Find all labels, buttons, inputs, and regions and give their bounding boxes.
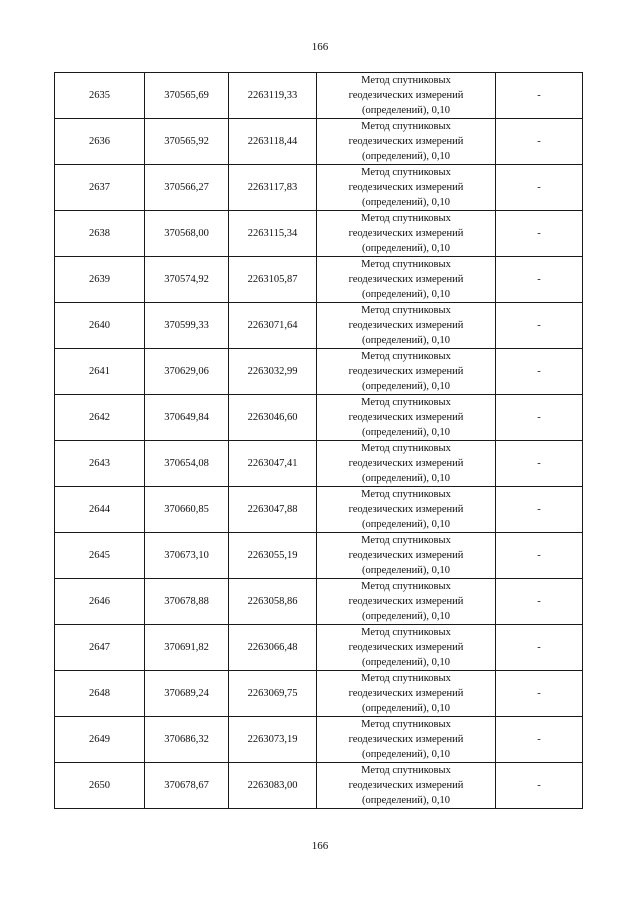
coordinate-x-cell: 370599,33 <box>145 303 229 349</box>
note-cell: - <box>496 763 583 809</box>
coordinate-y-cell: 2263058,86 <box>229 579 317 625</box>
point-number-cell: 2648 <box>55 671 145 717</box>
method-cell <box>317 579 496 625</box>
method-cell <box>317 73 496 119</box>
method-line: геодезических измерений <box>348 458 464 469</box>
method-line: (определений), 0,10 <box>361 519 451 530</box>
coordinate-y-cell: 2263047,41 <box>229 441 317 487</box>
method-cell <box>317 165 496 211</box>
coordinate-x-cell: 370568,00 <box>145 211 229 257</box>
method-cell <box>317 441 496 487</box>
note-cell: - <box>496 625 583 671</box>
method-line: геодезических измерений <box>348 228 464 239</box>
method-cell <box>317 625 496 671</box>
page-number-top: 166 <box>311 41 329 53</box>
table-row <box>55 73 583 119</box>
coordinates-table-body <box>55 73 583 809</box>
method-line: геодезических измерений <box>348 274 464 285</box>
coordinate-x-cell: 370565,69 <box>145 73 229 119</box>
note-cell: - <box>496 533 583 579</box>
point-number-cell: 2643 <box>55 441 145 487</box>
method-line: (определений), 0,10 <box>361 381 451 392</box>
method-cell <box>317 303 496 349</box>
point-number-cell: 2645 <box>55 533 145 579</box>
method-line: геодезических измерений <box>348 412 464 423</box>
note-cell: - <box>496 119 583 165</box>
point-number-cell: 2650 <box>55 763 145 809</box>
coordinate-x-cell: 370565,92 <box>145 119 229 165</box>
method-line: (определений), 0,10 <box>361 749 451 760</box>
coordinate-y-cell: 2263066,48 <box>229 625 317 671</box>
method-line: Метод спутниковых <box>361 443 451 454</box>
note-cell: - <box>496 73 583 119</box>
method-line: (определений), 0,10 <box>361 243 451 254</box>
coordinate-x-cell: 370574,92 <box>145 257 229 303</box>
method-line: Метод спутниковых <box>361 581 451 592</box>
method-line: геодезических измерений <box>348 550 464 561</box>
method-line: геодезических измерений <box>348 780 464 791</box>
point-number-cell: 2642 <box>55 395 145 441</box>
method-line: (определений), 0,10 <box>361 197 451 208</box>
method-line: Метод спутниковых <box>361 719 451 730</box>
note-cell: - <box>496 395 583 441</box>
method-line: геодезических измерений <box>348 642 464 653</box>
table-row <box>55 625 583 671</box>
method-line: геодезических измерений <box>348 320 464 331</box>
method-line: Метод спутниковых <box>361 259 451 270</box>
method-line: (определений), 0,10 <box>361 703 451 714</box>
point-number-cell: 2637 <box>55 165 145 211</box>
point-number-cell: 2647 <box>55 625 145 671</box>
method-line: (определений), 0,10 <box>361 289 451 300</box>
coordinate-y-cell: 2263117,83 <box>229 165 317 211</box>
method-line: геодезических измерений <box>348 504 464 515</box>
method-line: геодезических измерений <box>348 366 464 377</box>
method-line: (определений), 0,10 <box>361 565 451 576</box>
coordinate-x-cell: 370678,88 <box>145 579 229 625</box>
coordinate-y-cell: 2263105,87 <box>229 257 317 303</box>
coordinate-x-cell: 370629,06 <box>145 349 229 395</box>
method-line: Метод спутниковых <box>361 75 451 86</box>
table-row <box>55 119 583 165</box>
coordinate-x-cell: 370678,67 <box>145 763 229 809</box>
table-row <box>55 211 583 257</box>
method-line: Метод спутниковых <box>361 351 451 362</box>
coordinate-x-cell: 370686,32 <box>145 717 229 763</box>
method-line: (определений), 0,10 <box>361 151 451 162</box>
method-line: Метод спутниковых <box>361 535 451 546</box>
method-line: геодезических измерений <box>348 182 464 193</box>
method-line: Метод спутниковых <box>361 627 451 638</box>
table-row <box>55 349 583 395</box>
coordinate-x-cell: 370660,85 <box>145 487 229 533</box>
point-number-cell: 2639 <box>55 257 145 303</box>
note-cell: - <box>496 441 583 487</box>
coordinates-table <box>54 72 583 809</box>
coordinate-y-cell: 2263055,19 <box>229 533 317 579</box>
note-cell: - <box>496 257 583 303</box>
method-cell <box>317 763 496 809</box>
method-line: (определений), 0,10 <box>361 473 451 484</box>
method-line: геодезических измерений <box>348 596 464 607</box>
method-line: (определений), 0,10 <box>361 611 451 622</box>
coordinate-x-cell: 370689,24 <box>145 671 229 717</box>
coordinate-y-cell: 2263071,64 <box>229 303 317 349</box>
coordinate-y-cell: 2263115,34 <box>229 211 317 257</box>
method-cell <box>317 349 496 395</box>
method-line: (определений), 0,10 <box>361 795 451 806</box>
point-number-cell: 2635 <box>55 73 145 119</box>
coordinate-y-cell: 2263047,88 <box>229 487 317 533</box>
method-cell <box>317 211 496 257</box>
note-cell: - <box>496 717 583 763</box>
method-cell <box>317 487 496 533</box>
point-number-cell: 2644 <box>55 487 145 533</box>
method-line: Метод спутниковых <box>361 213 451 224</box>
method-line: геодезических измерений <box>348 90 464 101</box>
table-row <box>55 487 583 533</box>
coordinate-x-cell: 370691,82 <box>145 625 229 671</box>
note-cell: - <box>496 349 583 395</box>
method-line: Метод спутниковых <box>361 397 451 408</box>
method-line: (определений), 0,10 <box>361 335 451 346</box>
table-row <box>55 717 583 763</box>
method-cell <box>317 671 496 717</box>
method-line: Метод спутниковых <box>361 121 451 132</box>
table-row <box>55 395 583 441</box>
coordinate-x-cell: 370566,27 <box>145 165 229 211</box>
table-row <box>55 441 583 487</box>
note-cell: - <box>496 579 583 625</box>
coordinate-y-cell: 2263069,75 <box>229 671 317 717</box>
method-cell <box>317 533 496 579</box>
method-line: Метод спутниковых <box>361 673 451 684</box>
table-row <box>55 165 583 211</box>
coordinate-y-cell: 2263046,60 <box>229 395 317 441</box>
point-number-cell: 2649 <box>55 717 145 763</box>
point-number-cell: 2641 <box>55 349 145 395</box>
method-line: Метод спутниковых <box>361 489 451 500</box>
method-line: Метод спутниковых <box>361 305 451 316</box>
table-row <box>55 579 583 625</box>
method-line: Метод спутниковых <box>361 765 451 776</box>
table-row <box>55 257 583 303</box>
table-row <box>55 763 583 809</box>
coordinate-y-cell: 2263073,19 <box>229 717 317 763</box>
point-number-cell: 2640 <box>55 303 145 349</box>
note-cell: - <box>496 211 583 257</box>
coordinate-y-cell: 2263118,44 <box>229 119 317 165</box>
method-line: геодезических измерений <box>348 734 464 745</box>
method-line: геодезических измерений <box>348 136 464 147</box>
coordinate-y-cell: 2263032,99 <box>229 349 317 395</box>
method-line: Метод спутниковых <box>361 167 451 178</box>
note-cell: - <box>496 303 583 349</box>
method-cell <box>317 395 496 441</box>
coordinate-x-cell: 370654,08 <box>145 441 229 487</box>
point-number-cell: 2636 <box>55 119 145 165</box>
table-row <box>55 671 583 717</box>
point-number-cell: 2646 <box>55 579 145 625</box>
point-number-cell: 2638 <box>55 211 145 257</box>
coordinate-x-cell: 370649,84 <box>145 395 229 441</box>
method-cell <box>317 119 496 165</box>
coordinate-y-cell: 2263119,33 <box>229 73 317 119</box>
method-line: (определений), 0,10 <box>361 427 451 438</box>
method-line: (определений), 0,10 <box>361 105 451 116</box>
note-cell: - <box>496 671 583 717</box>
note-cell: - <box>496 487 583 533</box>
method-cell <box>317 717 496 763</box>
method-cell <box>317 257 496 303</box>
note-cell: - <box>496 165 583 211</box>
coordinate-x-cell: 370673,10 <box>145 533 229 579</box>
table-row <box>55 533 583 579</box>
page-number-bottom: 166 <box>311 840 329 852</box>
method-line: (определений), 0,10 <box>361 657 451 668</box>
table-row <box>55 303 583 349</box>
method-line: геодезических измерений <box>348 688 464 699</box>
coordinate-y-cell: 2263083,00 <box>229 763 317 809</box>
